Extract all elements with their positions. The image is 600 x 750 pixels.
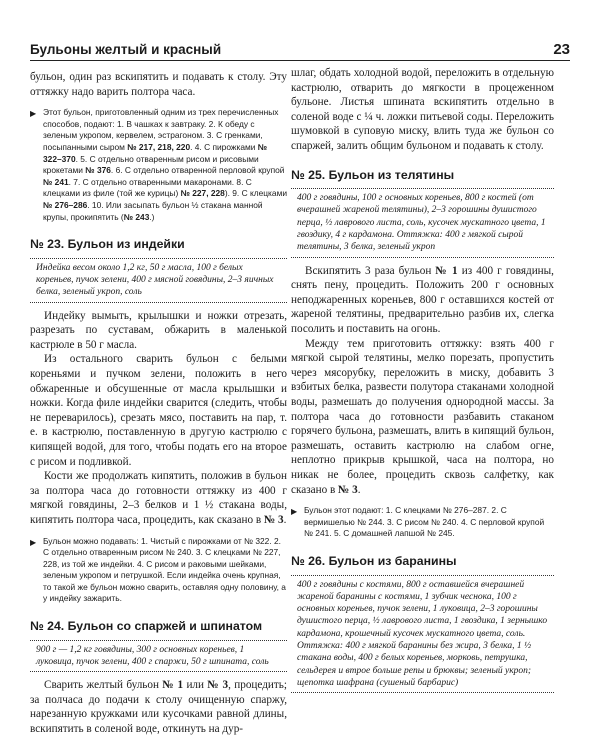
paragraph: Между тем приготовить оттяжку: взять 400 г мягкой сырой телятины, мелко порезать, пропустить через мясорубку, переложить в миску, добавить 3 взбитых белка, развести полутора стаканами холодной воды, размешать до получения однородной массы. За полтора часа до готовности разбавить стаканом горячего бульона, размешать, влить в кипящий бульон, размешать, оставить кастрюлю на слабом огне, неплотно прикрыв крышкой, часа на полтора, но никак не более, процедить сквозь салфетку, как сказано в № 3. bbox=[291, 337, 554, 496]
running-title: Бульоны желтый и красный bbox=[30, 42, 222, 57]
triangle-bullet-icon: ▶ bbox=[30, 109, 37, 119]
ingredients-26: 400 г говядины с костями, 800 г оставшейся вчерашней жареной баранины с костями, 1 зубчик чеснока, 100 г основных кореньев, пучок зелени, 1 луковица, 2–3 горошины душистого перца, ½ лаврового листа, 1 гвоздика, 1 зернышко кардамона, крошечный кусочек мускатного цвета, соль. Оттяжка: 400 г мягкой баранины без жира, 3 белка, 1 ½ стакана воды, 400 г белых кореньев, морковь, петрушка, сельдерея и втрое больше репы и брюквы; зеленый укроп; щепотка шафрана (сушеный барбарис) bbox=[291, 575, 554, 694]
serving-note-1: ▶ Этот бульон, приготовленный одним из трех перечисленных способов, подают: 1. В чашках к завтраку. 2. К обеду с зеленым укропом, кервелем, эстрагоном. 3. С гренками, посыпанными сыром № 217, 218, 220. 4. С пирожками № 322–370. 5. С отдельно отваренным рисом и рисовыми крокетами № 376. 6. С отдельно отваренной перловой крупой № 241. 7. С отдельно отваренными макаронами. 8. С клецками из филе (той же курицы) № 227, 228). 9. С клецками № 276–286. 10. Или засыпать бульон ½ стакана манной крупы, прокипятить (№ 243.) bbox=[30, 107, 287, 222]
section-heading-24: № 24. Бульон со спаржей и шпинатом bbox=[30, 619, 263, 634]
page-number: 23 bbox=[553, 41, 570, 58]
serving-note-25: ▶ Бульон этот подают: 1. С клецками № 276–287. 2. С вермишелью № 244. 3. С рисом № 240. 4. С перловой крупой № 241. 5. С домашней лапшой № 245. bbox=[291, 505, 545, 539]
triangle-bullet-icon: ▶ bbox=[30, 537, 37, 547]
section-heading-23: № 23. Бульон из индейки bbox=[30, 237, 185, 252]
paragraph: Сварить желтый бульон № 1 или № 3, процедить; за полчаса до подачи к столу очищенную спаржу, нарезанную кружками или кусочками равной длины, вскипятить в соленой воде, откинуть на дур- bbox=[30, 679, 288, 736]
paragraph: Вскипятить 3 раза бульон № 1 из 400 г говядины, снять пену, процедить. Положить 200 г основных неподжаренных кореньев, 800 г оставшихся костей от жареной телятины, предварительно разбив их, слегка посолить и поставить на огонь. bbox=[291, 264, 554, 336]
intro-paragraph: бульон, один раз вскипятить и подавать к столу. Эту оттяжку надо варить полтора часа. bbox=[30, 71, 287, 98]
page-header bbox=[30, 38, 570, 61]
ingredients-23: Индейка весом около 1,2 кг, 50 г масла, 100 г белых кореньев, пучок зелени, 400 г мясной говядины, 2–3 яичных белка, зеленый укроп, соль bbox=[30, 258, 287, 303]
paragraph: Кости же продолжать кипятить, положив в бульон за полтора часа до готовности оттяжку из 400 г мягкой говядины, 2–3 белков и 1 ½ стакана воды, кипятить полтора часа, процедить, как сказано в № 3. bbox=[30, 470, 287, 526]
continued-paragraph: шлаг, обдать холодной водой, переложить в отдельную кастрюлю, отварить до мягкости в процеженном бульоне. Листья шпината вскипятить отдельно в соленой воде с ¼ ч. ложки питьевой соды. Переложить шумовкой в суповую миску, влить туда же бульон со спаржей, залить общим бульоном и подавать к столу. bbox=[291, 67, 554, 152]
ingredients-25: 400 г говядины, 100 г основных кореньев, 800 г костей (от вчерашней жареной телятины), 2–3 горошины душистого перца, ½ лаврового листа, соль, кусочек мускатного цвета, 1 гвоздику, 4 г кардамона. Оттяжка: 400 г мягкой сырой телятины, 3 белка, зеленый укроп bbox=[291, 188, 554, 257]
ingredients-24: 900 г — 1,2 кг говядины, 300 г основных кореньев, 1 луковица, пучок зелени, 400 г спаржи, 50 г шпината, соль bbox=[30, 640, 287, 673]
serving-note-23: ▶ Бульон можно подавать: 1. Чистый с пирожками от № 322. 2. С отдельно отваренным рисом № 240. 3. С клецками № 227, 228, из той же индейки. 4. С рисом и раковыми шейками, зеленым укропом и петрушкой. Если индейка очень крупная, то такой же бульон можно сварить, оставляя одну половину, а у индейку зажарить. bbox=[30, 535, 286, 604]
triangle-bullet-icon: ▶ bbox=[291, 507, 298, 517]
section-heading-26: № 26. Бульон из баранины bbox=[291, 553, 457, 568]
section-heading-25: № 25. Бульон из телятины bbox=[291, 167, 455, 182]
right-column bbox=[291, 66, 554, 699]
paragraph: Из остального сварить бульон с белыми кореньями и пучком зелени, положить в него обжаренные и обсушенные от масла крылышки и ножки. Когда филе индейки сварится (следить, чтобы не переварилось), срезать мясо, поставить на пар, т. е. в кастрюлю, поставленную в другую кастрюлю с кипящей водой, для того, чтобы подать его на второе с рисом и подливкой. bbox=[30, 353, 287, 468]
left-column bbox=[30, 70, 287, 737]
paragraph: Индейку вымыть, крылышки и ножки отрезать, разрезать по суставам, обжарить в маленькой кастрюле в 50 г масла. bbox=[30, 309, 287, 351]
